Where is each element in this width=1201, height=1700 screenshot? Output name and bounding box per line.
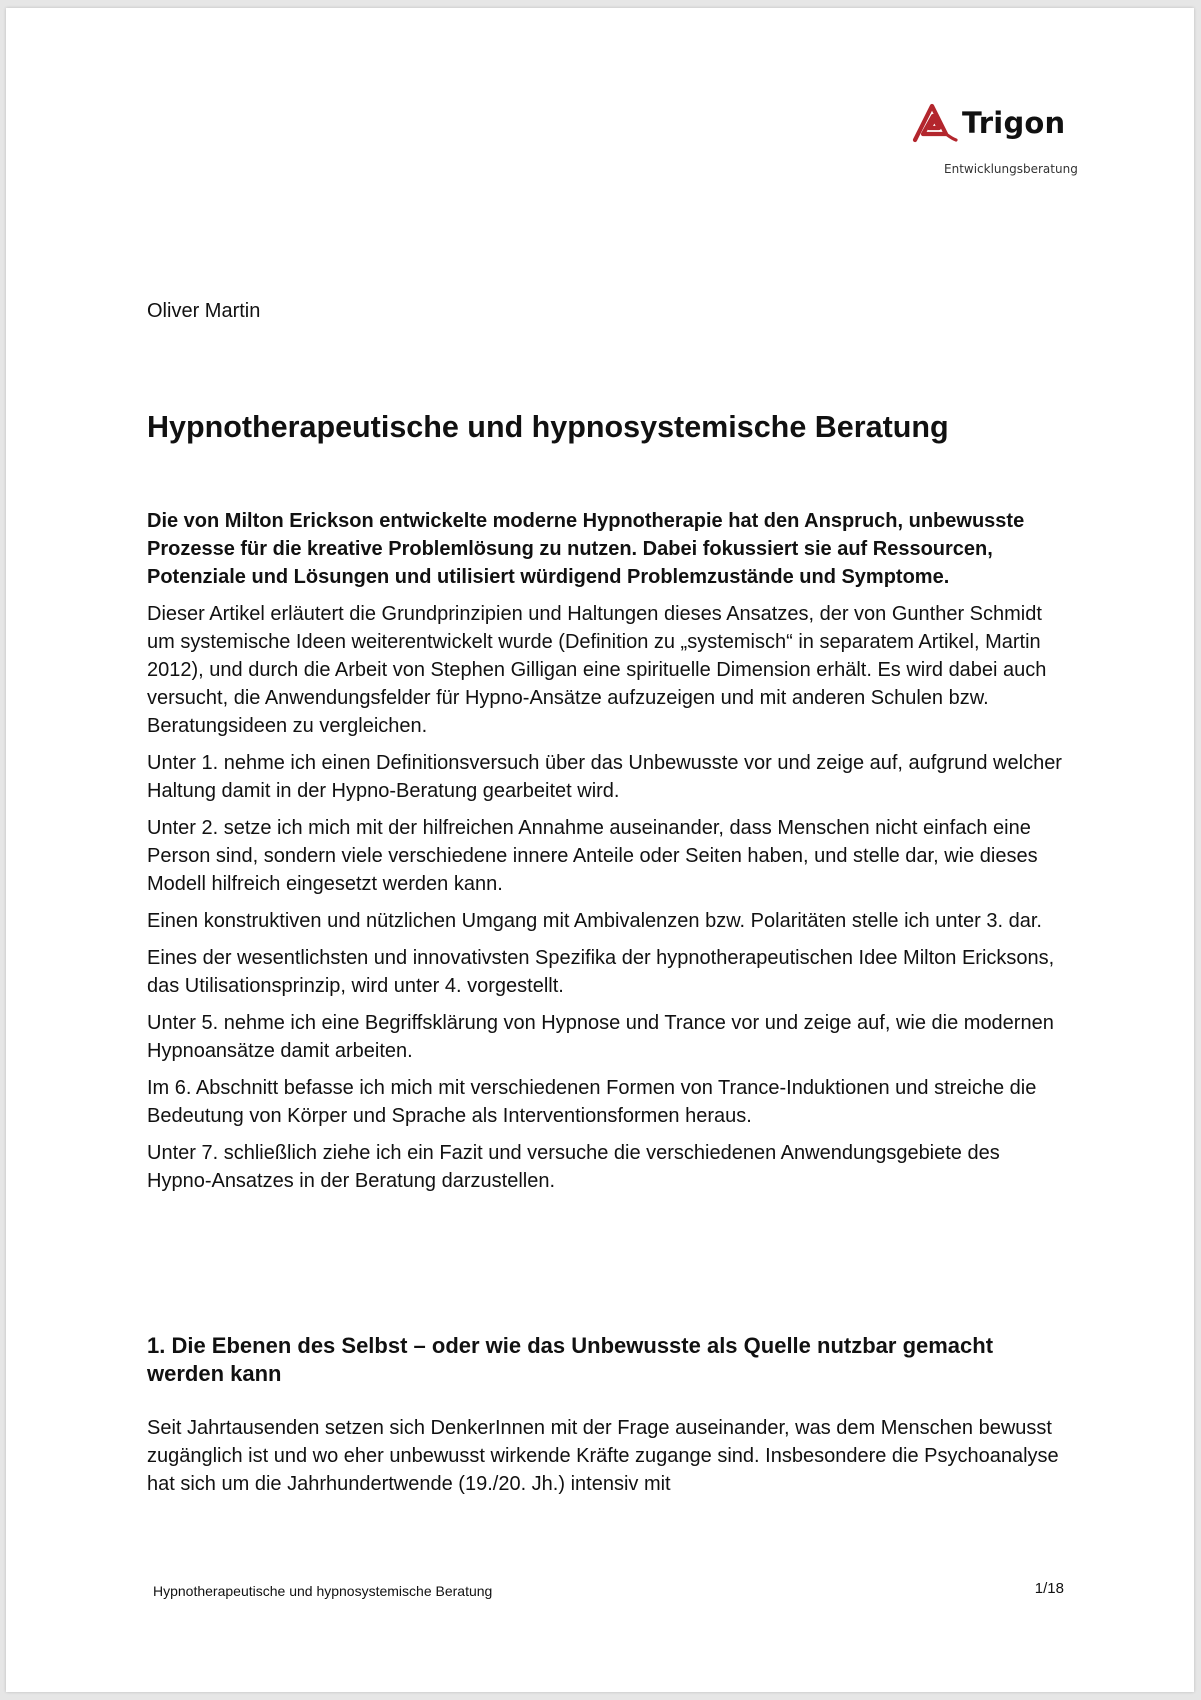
paragraph: Unter 1. nehme ich einen Definitionsversuch über das Unbewusste vor und zeige auf, aufgrund welcher Haltung damit in der Hypno-Beratung gearbeitet wird. — [147, 752, 1062, 802]
paragraph: Unter 2. setze ich mich mit der hilfreichen Annahme auseinander, dass Menschen nicht einfach eine Person sind, sondern viele verschiedene innere Anteile oder Seiten haben, und stelle dar, wie dieses Modell hilfreich eingesetzt werden kann. — [147, 817, 1038, 895]
paragraph: Eines der wesentlichsten und innovativsten Spezifika der hypnotherapeutischen Idee Milton Ericksons, das Utilisationsprinzip, wird unter 4. vorgestellt. — [147, 947, 1055, 997]
trigon-spiral-triangle-icon — [912, 101, 958, 147]
document-title: Hypnotherapeutische und hypnosystemische Beratung — [147, 410, 949, 444]
document-page — [6, 8, 1194, 1692]
paragraph: Dieser Artikel erläutert die Grundprinzipien und Haltungen dieses Ansatzes, der von Gunther Schmidt um systemische Ideen weiterentwickelt wurde (Definition zu „systemisch“ in separatem Artikel, Martin 2012), und durch die Arbeit von Stephen Gilligan eine spirituelle Dimension erhält. Es wird dabei auch versucht, die Anwendungsfelder für Hypno-Ansätze aufzuzeigen und mit anderen Schulen bzw. Beratungsideen zu vergleichen. — [147, 603, 1047, 737]
paragraph: Unter 7. schließlich ziehe ich ein Fazit und versuche die verschiedenen Anwendungsgebiete des Hypno-Ansatzes in der Beratung darzustellen. — [147, 1142, 1000, 1192]
page-number: 1/18 — [1034, 1580, 1064, 1597]
paragraph: Einen konstruktiven und nützlichen Umgang mit Ambivalenzen bzw. Polaritäten stelle ich unter 3. dar. — [147, 910, 1042, 932]
footer-title: Hypnotherapeutische und hypnosystemische Beratung — [153, 1583, 493, 1599]
section-1-heading: 1. Die Ebenen des Selbst – oder wie das Unbewusste als Quelle nutzbar gemacht werden kann — [147, 1333, 994, 1386]
intro-text — [147, 507, 1067, 1204]
section-1-body: Seit Jahrtausenden setzen sich DenkerInnen mit der Frage auseinander, was dem Menschen bewusst zugänglich ist und wo eher unbewusst wirkende Kräfte zugange sind. Insbesondere die Psychoanalyse hat sich um die Jahrhundertwende (19./20. Jh.) intensiv mit — [147, 1417, 1059, 1495]
lead-paragraph: Die von Milton Erickson entwickelte moderne Hypnotherapie hat den Anspruch, unbewusste Prozesse für die kreative Problemlösung zu nutzen. Dabei fokussiert sie auf Ressourcen, Potenziale und Lösungen und utilisiert würdigend Problemzustände und Symptome. — [147, 510, 1025, 588]
paragraph: Im 6. Abschnitt befasse ich mich mit verschiedenen Formen von Trance-Induktionen und streiche die Bedeutung von Körper und Sprache als Interventionsformen heraus. — [147, 1077, 1037, 1127]
paragraph: Unter 5. nehme ich eine Begriffsklärung von Hypnose und Trance vor und zeige auf, wie die modernen Hypnoansätze damit arbeiten. — [147, 1012, 1054, 1062]
logo-subtitle: Entwicklungsberatung — [944, 162, 1078, 176]
author-name: Oliver Martin — [147, 300, 261, 322]
logo-wordmark: Trigon — [962, 106, 1066, 140]
trigon-logo — [912, 101, 1078, 181]
